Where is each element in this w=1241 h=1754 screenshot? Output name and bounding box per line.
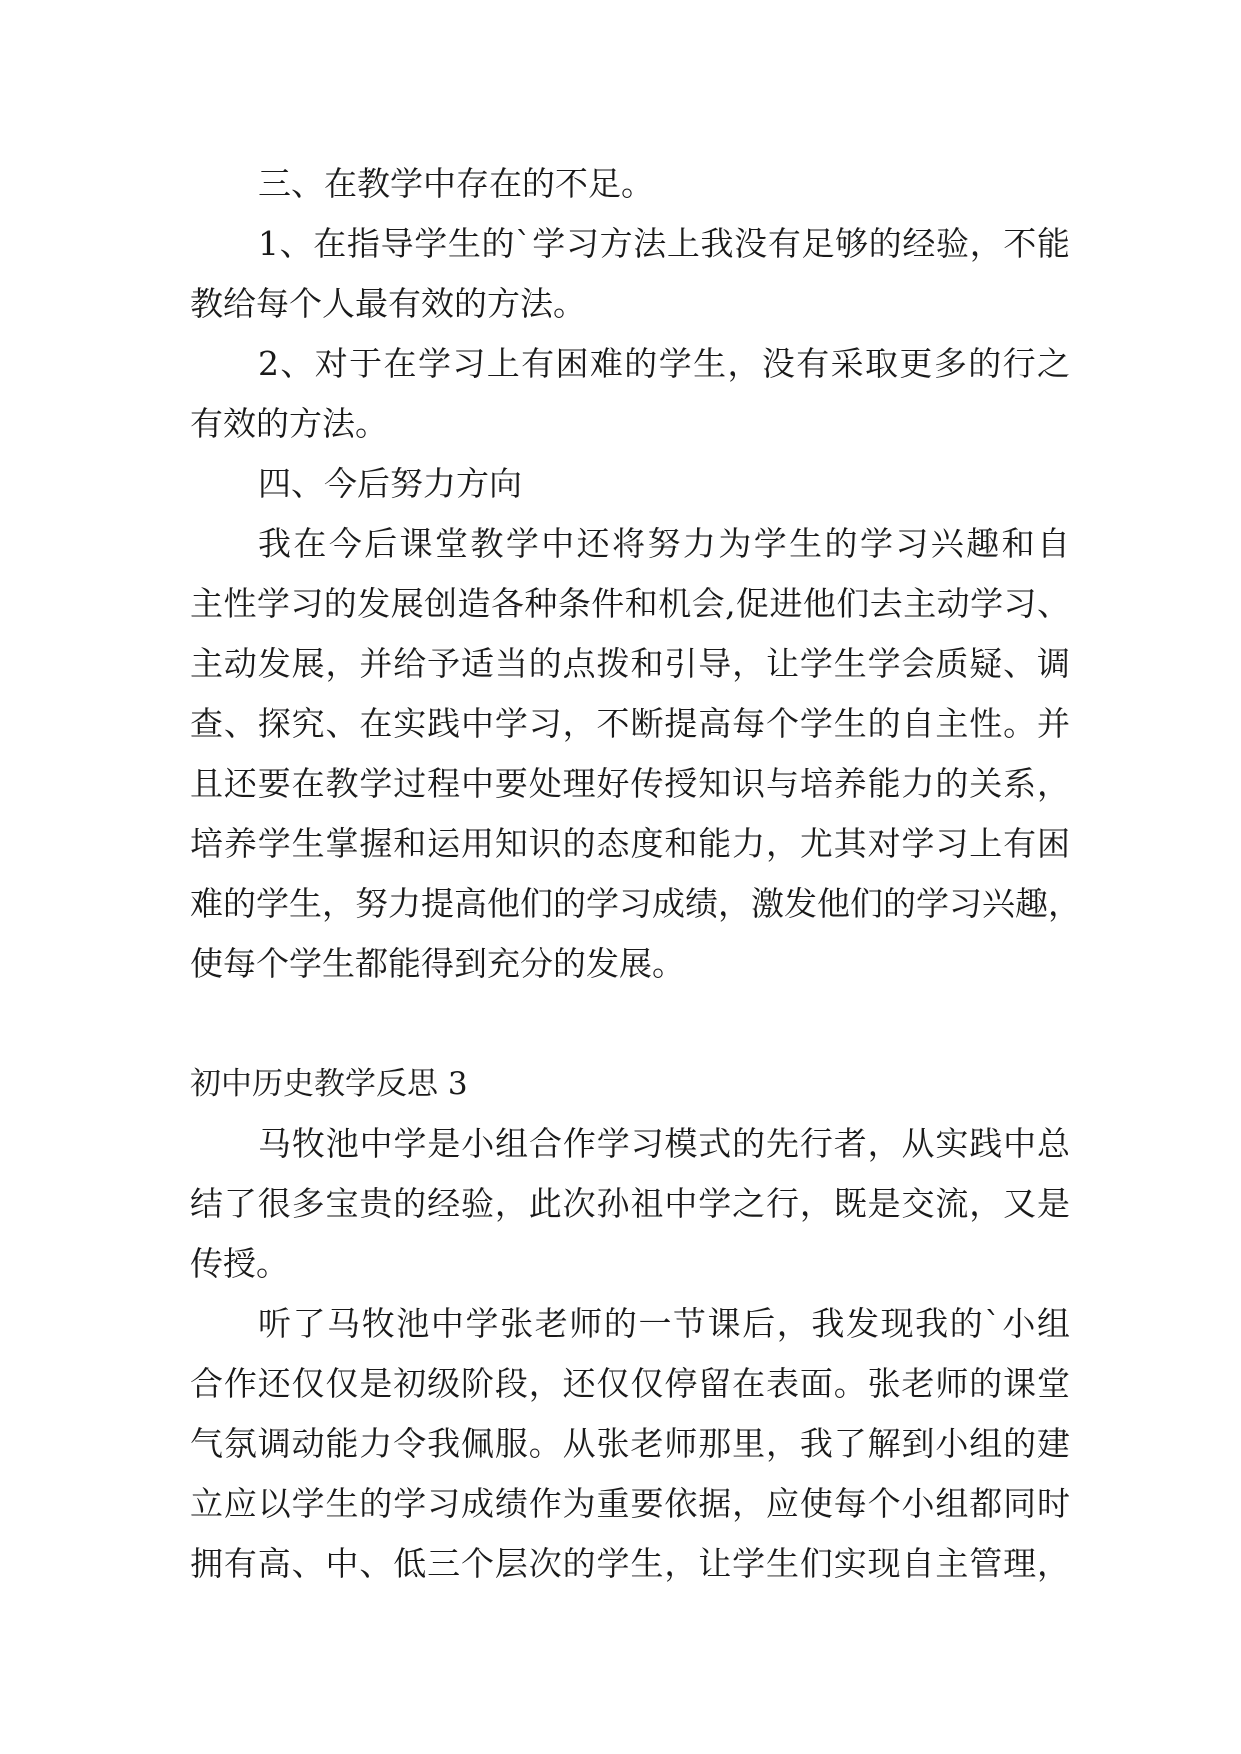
paragraph-line: 主性学习的发展创造各种条件和机会,促进他们去主动学习、: [190, 584, 1070, 623]
article-title: 初中历史教学反思 3: [190, 1066, 468, 1102]
paragraph-line: 结了很多宝贵的经验，此次孙祖中学之行，既是交流，又是: [190, 1184, 1070, 1223]
paragraph-line: 拥有高、中、低三个层次的学生，让学生们实现自主管理，: [190, 1544, 1070, 1583]
paragraph-line: 听了马牧池中学张老师的一节课后，我发现我的`小组: [258, 1304, 1070, 1343]
paragraph-line: 传授。: [190, 1244, 289, 1283]
paragraph-line: 主动发展，并给予适当的点拨和引导，让学生学会质疑、调: [190, 644, 1070, 683]
paragraph-line: 查、探究、在实践中学习，不断提高每个学生的自主性。并: [190, 704, 1070, 743]
paragraph-line: 1、在指导学生的`学习方法上我没有足够的经验，不能: [258, 224, 1070, 263]
paragraph-line: 我在今后课堂教学中还将努力为学生的学习兴趣和自: [258, 524, 1070, 563]
paragraph-line: 教给每个人最有效的方法。: [190, 284, 586, 323]
paragraph-line: 马牧池中学是小组合作学习模式的先行者，从实践中总: [258, 1124, 1070, 1163]
paragraph-line: 2、对于在学习上有困难的学生，没有采取更多的行之: [258, 344, 1070, 383]
paragraph-line: 立应以学生的学习成绩作为重要依据，应使每个小组都同时: [190, 1484, 1070, 1523]
paragraph-line: 且还要在教学过程中要处理好传授知识与培养能力的关系，: [190, 764, 1070, 803]
paragraph-line: 难的学生，努力提高他们的学习成绩，激发他们的学习兴趣，: [190, 884, 1081, 923]
paragraph-line: 气氛调动能力令我佩服。从张老师那里，我了解到小组的建: [190, 1424, 1070, 1463]
section-heading-future-direction: 四、今后努力方向: [258, 464, 522, 503]
paragraph-line: 培养学生掌握和运用知识的态度和能力，尤其对学习上有困: [190, 824, 1070, 863]
section-heading-shortcomings: 三、在教学中存在的不足。: [258, 164, 654, 203]
paragraph-line: 有效的方法。: [190, 404, 388, 443]
paragraph-line: 合作还仅仅是初级阶段，还仅仅停留在表面。张老师的课堂: [190, 1364, 1070, 1403]
paragraph-line: 使每个学生都能得到充分的发展。: [190, 944, 685, 983]
